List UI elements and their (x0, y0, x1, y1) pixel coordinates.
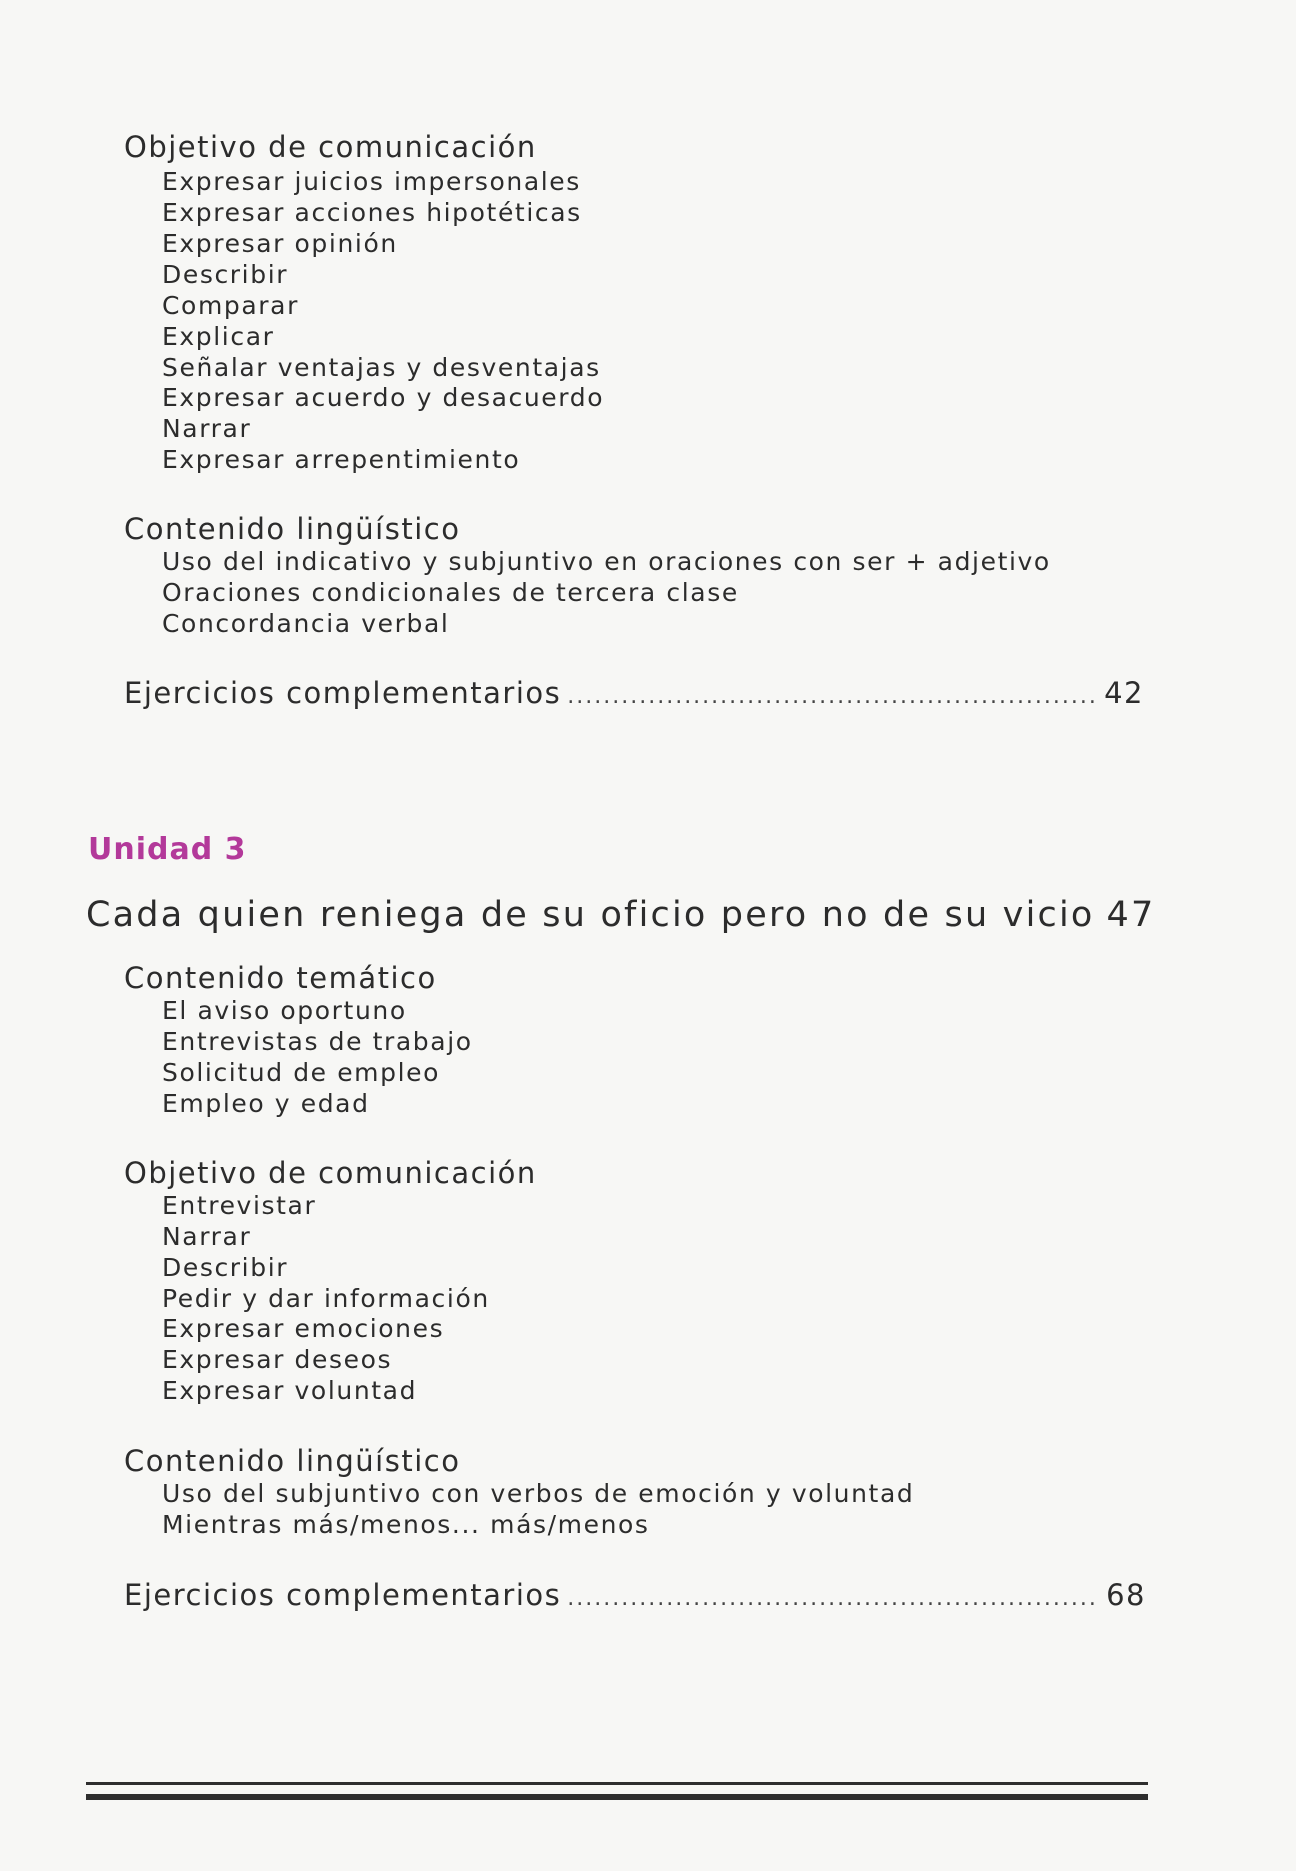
list-item: Explicar (162, 322, 275, 351)
leader-dots (567, 684, 1098, 709)
list-item: Expresar opinión (162, 229, 398, 258)
list-item: Entrevistar (162, 1191, 317, 1220)
objetivo-heading: Objetivo de comunicación (124, 1156, 537, 1190)
list-item: Describir (162, 260, 289, 289)
unit-label: Unidad 3 (88, 832, 247, 867)
toc-page-number: 42 (1104, 676, 1144, 710)
list-item: Solicitud de empleo (162, 1058, 441, 1087)
list-item: El aviso oportuno (162, 996, 407, 1025)
list-item: Uso del indicativo y subjuntivo en oraciones con ser + adjetivo (162, 547, 1051, 576)
list-item: Uso del subjuntivo con verbos de emoción y voluntad (162, 1479, 915, 1508)
list-item: Entrevistas de trabajo (162, 1027, 473, 1056)
toc-entry-label: Ejercicios complementarios (124, 676, 562, 710)
list-item: Expresar juicios impersonales (162, 167, 581, 196)
list-item: Expresar acuerdo y desacuerdo (162, 383, 605, 412)
toc-page-number: 68 (1106, 1578, 1146, 1612)
toc-entry-unit-title[interactable] (86, 895, 1156, 935)
toc-entry-label: Ejercicios complementarios (124, 1578, 562, 1612)
list-item: Expresar deseos (162, 1345, 393, 1374)
list-item: Expresar arrepentimiento (162, 445, 521, 474)
list-item: Narrar (162, 414, 252, 443)
divider-rule (86, 1794, 1148, 1800)
objetivo-heading: Objetivo de comunicación (124, 130, 537, 164)
list-item: Expresar voluntad (162, 1376, 418, 1405)
toc-page-number: 47 (1106, 895, 1156, 935)
list-item: Expresar emociones (162, 1314, 445, 1343)
divider-rule (86, 1782, 1148, 1785)
list-item: Empleo y edad (162, 1089, 370, 1118)
list-item: Describir (162, 1253, 289, 1282)
toc-entry-ejercicios[interactable] (124, 1578, 1146, 1612)
list-item: Concordancia verbal (162, 609, 450, 638)
leader-dots (567, 1586, 1100, 1611)
contenido-heading: Contenido lingüístico (124, 512, 461, 546)
list-item: Expresar acciones hipotéticas (162, 198, 582, 227)
contenido-heading: Contenido lingüístico (124, 1444, 461, 1478)
unit-title: Cada quien reniega de su oficio pero no de su vicio (86, 895, 1095, 935)
list-item: Mientras más/menos... más/menos (162, 1510, 650, 1539)
list-item: Señalar ventajas y desventajas (162, 353, 601, 382)
list-item: Narrar (162, 1222, 252, 1251)
list-item: Pedir y dar información (162, 1284, 490, 1313)
list-item: Oraciones condicionales de tercera clase (162, 578, 739, 607)
toc-entry-ejercicios[interactable] (124, 676, 1144, 710)
tematico-heading: Contenido temático (124, 961, 437, 995)
list-item: Comparar (162, 291, 299, 320)
